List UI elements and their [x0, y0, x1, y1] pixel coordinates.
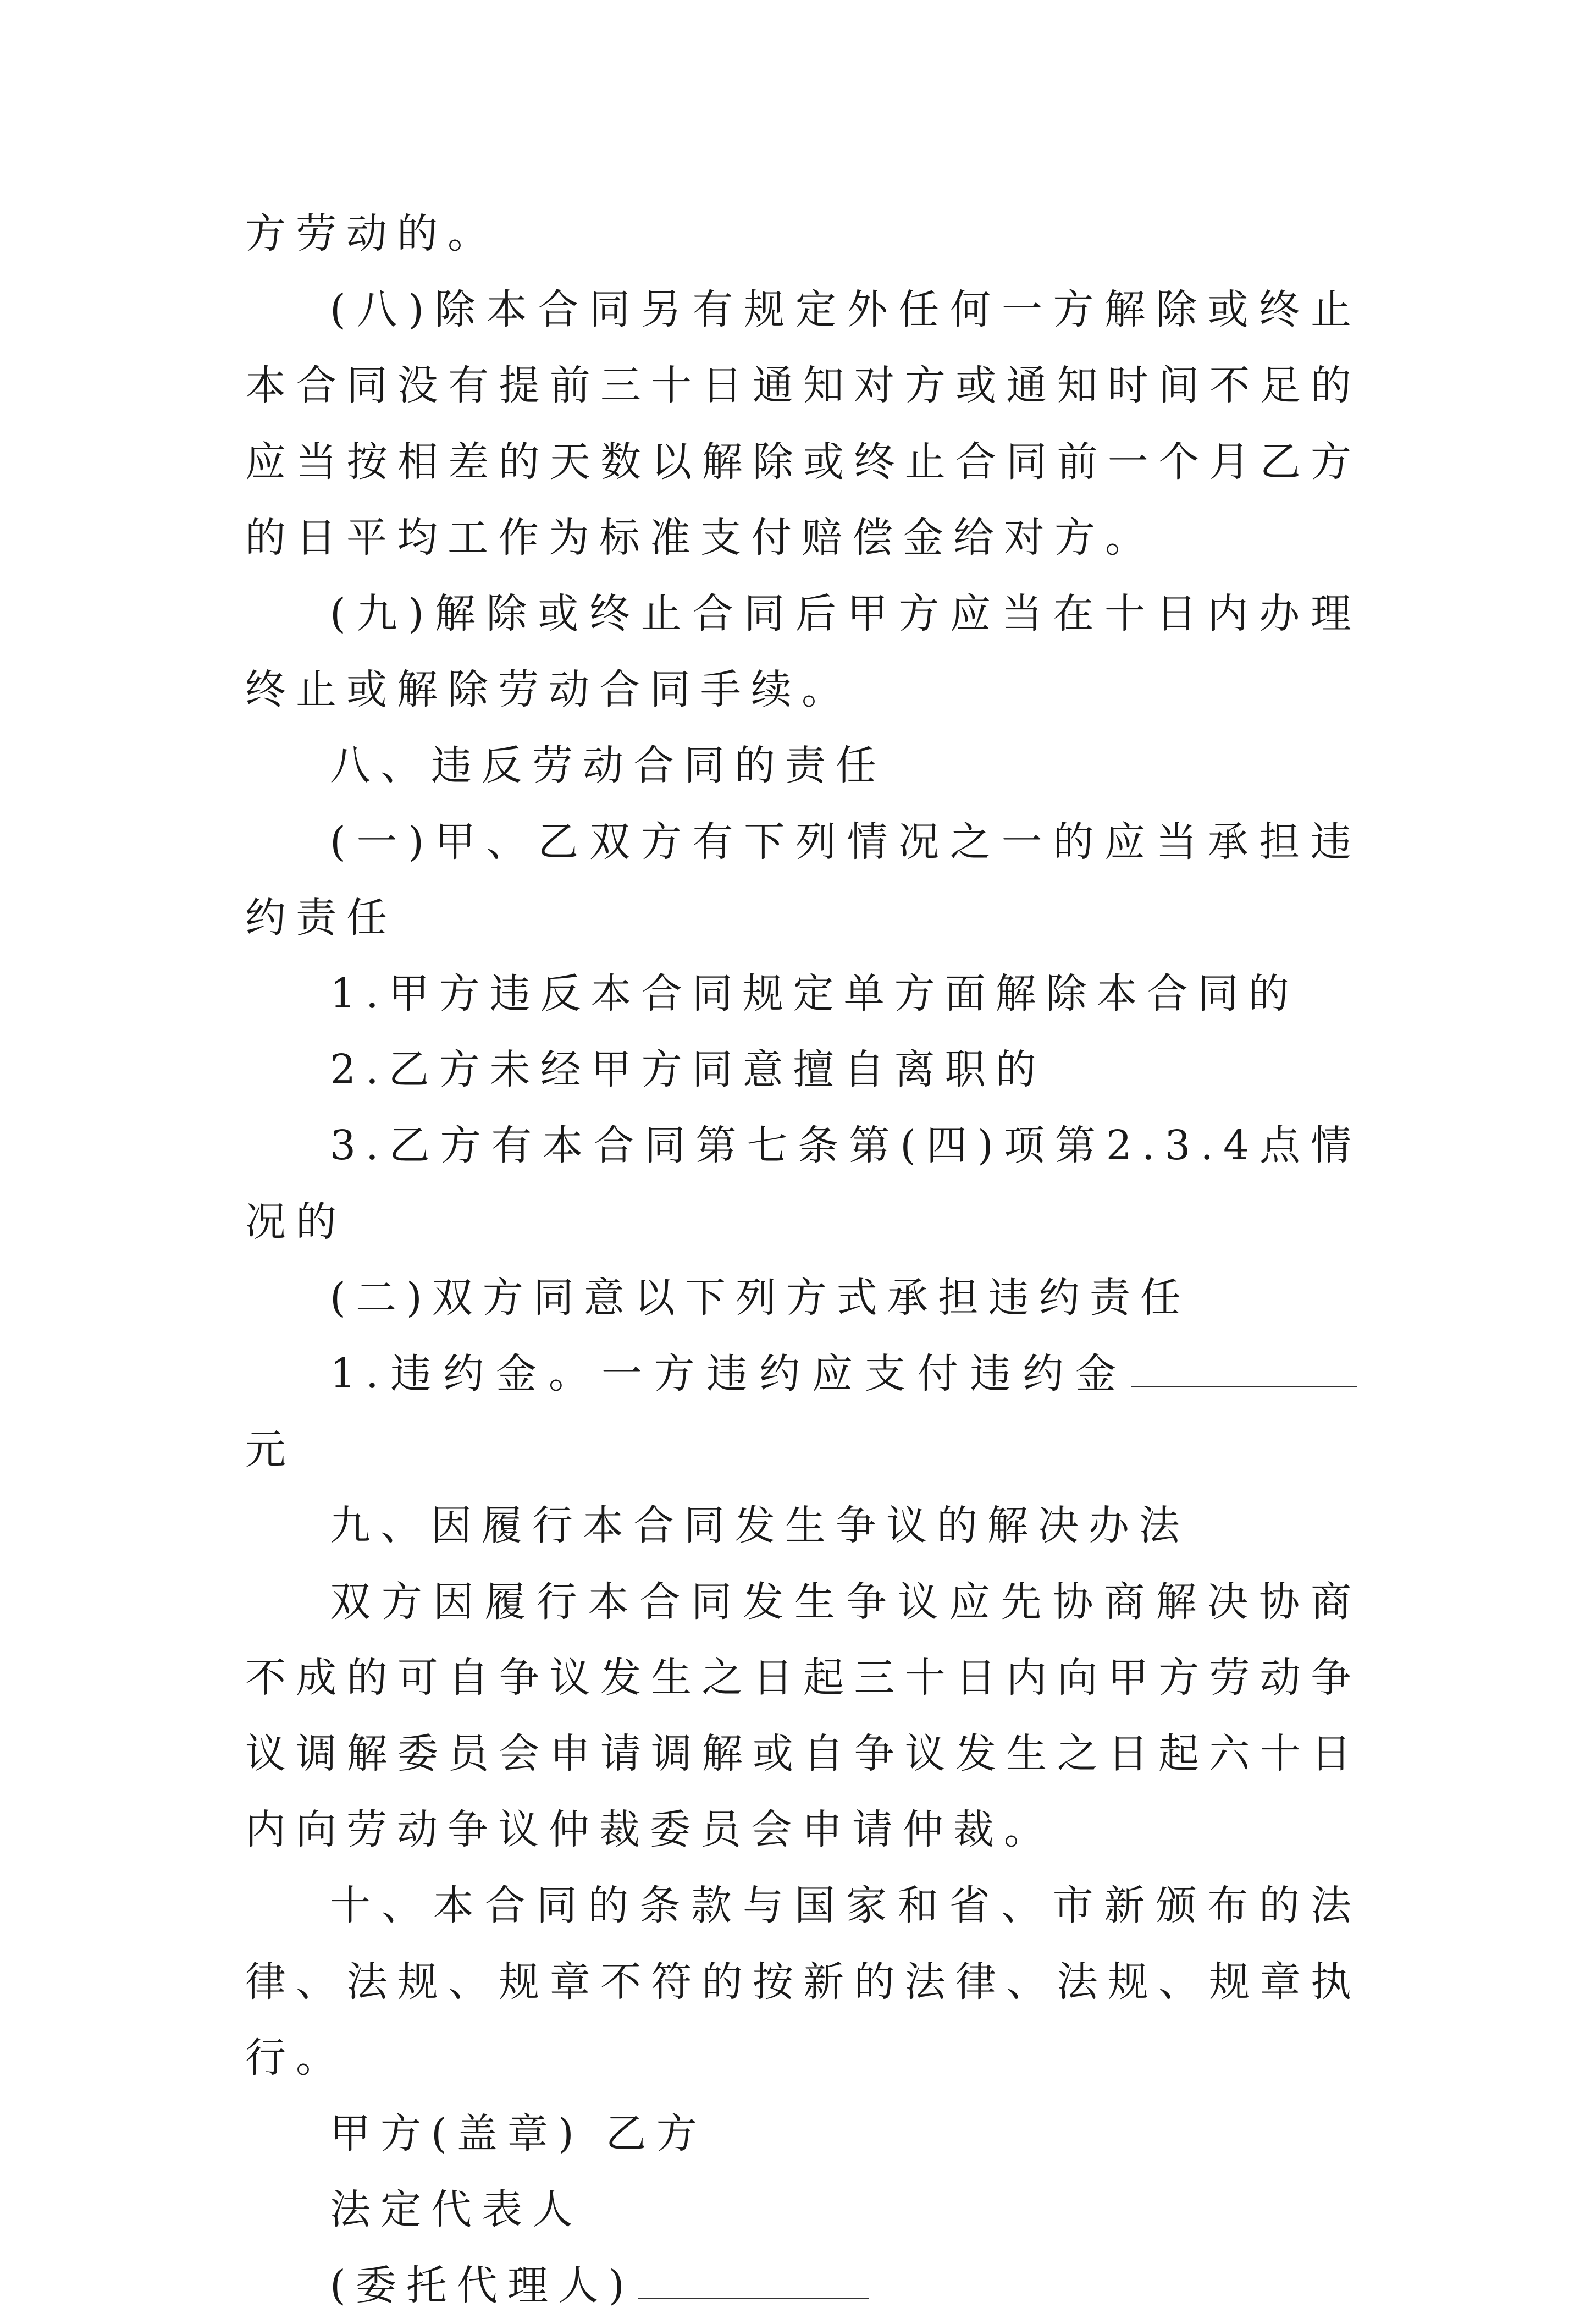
- breach-item-3: 3.乙方有本合同第七条第(四)项第2.3.4点情况的: [245, 1122, 1361, 1246]
- clause-8-termination-notice: (八)除本合同另有规定外任何一方解除或终止本合同没有提前三十日通知对方或通知时间不足的应当按相差的天数以解除或终止合同前一个月乙方的日平均工作为标准支付赔偿金给对方。: [245, 286, 1361, 561]
- section-8-heading: 八、违反劳动合同的责任: [330, 742, 886, 790]
- paragraph-continuation: 方劳动的。: [245, 210, 498, 257]
- clause-9-termination-procedure: (九)解除或终止合同后甲方应当在十日内办理终止或解除劳动合同手续。: [245, 590, 1361, 714]
- clause-breach-methods: (二)双方同意以下列方式承担违约责任: [330, 1274, 1191, 1321]
- party-b-label: 乙方: [605, 2110, 707, 2158]
- agent-line: [245, 2248, 1361, 2323]
- signature-parties-line: [245, 2096, 1361, 2172]
- section-9-heading: 九、因履行本合同发生争议的解决办法: [330, 1502, 1190, 1550]
- document-body: [245, 196, 1361, 2324]
- legal-representative-label: 法定代表人: [330, 2186, 583, 2234]
- agent-label: (委托代理人): [330, 2262, 634, 2310]
- penalty-prefix: 1.违约金。一方违约应支付违约金: [330, 1350, 1128, 1398]
- party-a-seal-label: 甲方(盖章): [330, 2110, 584, 2158]
- agent-signature-blank[interactable]: [638, 2264, 869, 2299]
- clause-breach-conditions: (一)甲、乙双方有下列情况之一的应当承担违约责任: [245, 818, 1361, 941]
- breach-item-2: 2.乙方未经甲方同意擅自离职的: [330, 1046, 1046, 1094]
- section-10-paragraph: 十、本合同的条款与国家和省、市新颁布的法律、法规、规章不符的按新的法律、法规、规章执行。: [245, 1882, 1361, 2081]
- breach-item-1: 1.甲方违反本合同规定单方面解除本合同的: [330, 970, 1299, 1018]
- penalty-amount-line: [245, 1336, 1361, 1488]
- penalty-unit: 元: [245, 1426, 296, 1474]
- penalty-amount-blank[interactable]: [1131, 1352, 1357, 1387]
- dispute-resolution-paragraph: 双方因履行本合同发生争议应先协商解决协商不成的可自争议发生之日起三十日内向甲方劳动争议调解委员会申请调解或自争议发生之日起六十日内向劳动争议仲裁委员会申请仲裁。: [245, 1578, 1361, 1854]
